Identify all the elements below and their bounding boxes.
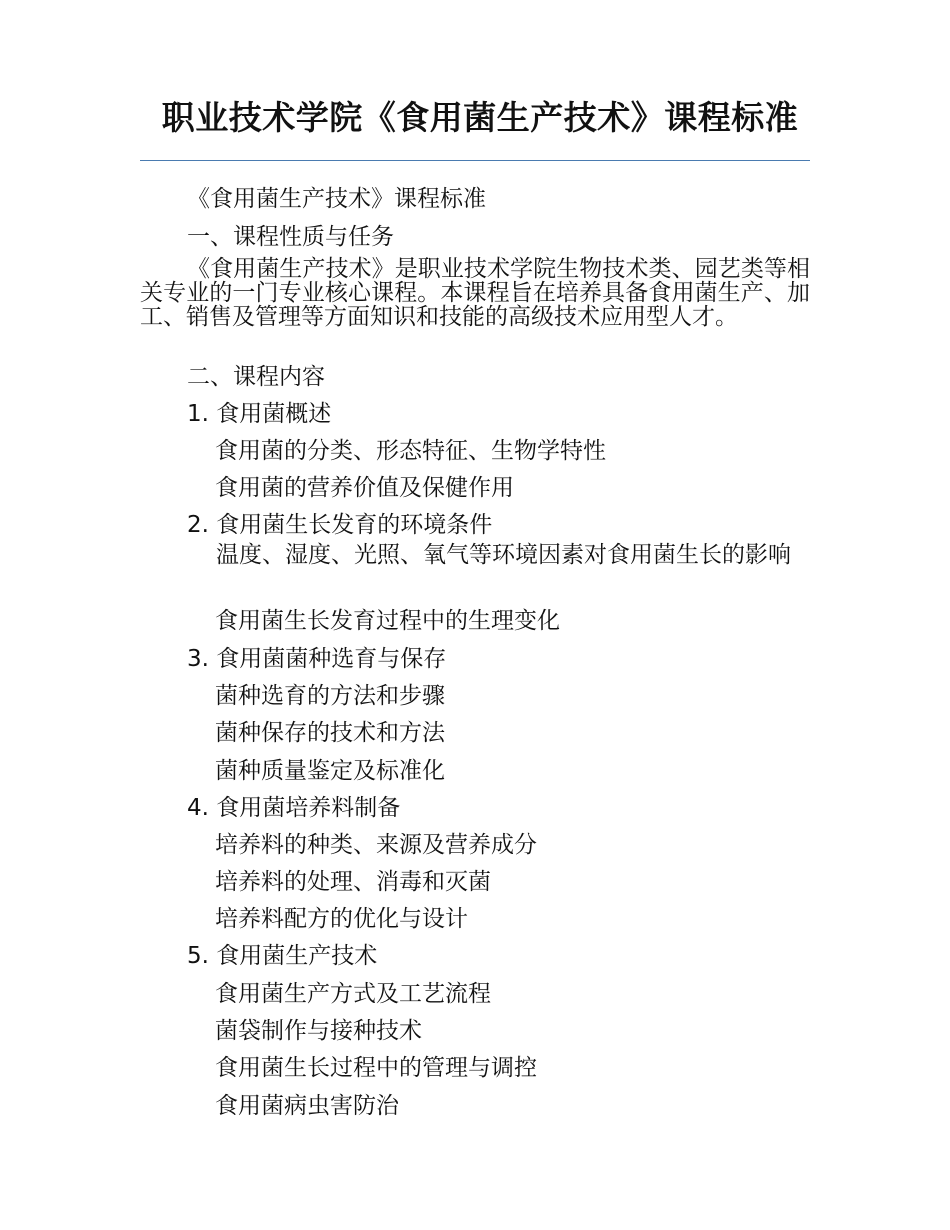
unit-item: 菌种质量鉴定及标准化 <box>215 758 445 784</box>
section1-heading: 一、课程性质与任务 <box>187 224 394 250</box>
unit-item: 食用菌的营养价值及保健作用 <box>215 475 514 501</box>
unit-item: 食用菌的分类、形态特征、生物学特性 <box>215 438 606 464</box>
title-underline <box>140 160 810 161</box>
unit-title: 3. 食用菌菌种选育与保存 <box>187 646 447 672</box>
document-title: 职业技术学院《食用菌生产技术》课程标准 <box>161 98 799 137</box>
unit-title: 5. 食用菌生产技术 <box>187 943 378 969</box>
unit-title: 1. 食用菌概述 <box>187 401 332 427</box>
unit-item: 食用菌病虫害防治 <box>215 1093 399 1119</box>
document-subtitle: 《食用菌生产技术》课程标准 <box>187 186 486 212</box>
unit-item: 菌种保存的技术和方法 <box>215 720 445 746</box>
unit-item: 食用菌生产方式及工艺流程 <box>215 981 491 1007</box>
unit-title: 4. 食用菌培养料制备 <box>187 795 401 821</box>
unit-item: 温度、湿度、光照、氧气等环境因素对食用菌生长的影响 <box>216 542 791 568</box>
section2-heading: 二、课程内容 <box>187 364 325 390</box>
section1-body: 《食用菌生产技术》是职业技术学院生物技术类、园艺类等相关专业的一门专业核心课程。本课程旨在培养具备食用菌生产、加工、销售及管理等方面知识和技能的高级技术应用型人才。 <box>140 256 810 330</box>
unit-item: 菌种选育的方法和步骤 <box>215 683 445 709</box>
unit-item: 食用菌生长发育过程中的生理变化 <box>215 608 560 634</box>
unit-item: 培养料的种类、来源及营养成分 <box>215 832 537 858</box>
unit-item: 食用菌生长过程中的管理与调控 <box>215 1055 537 1081</box>
unit-item: 菌袋制作与接种技术 <box>215 1018 422 1044</box>
unit-title: 2. 食用菌生长发育的环境条件 <box>187 512 493 538</box>
unit-item: 培养料配方的优化与设计 <box>215 906 468 932</box>
unit-item: 培养料的处理、消毒和灭菌 <box>215 869 491 895</box>
